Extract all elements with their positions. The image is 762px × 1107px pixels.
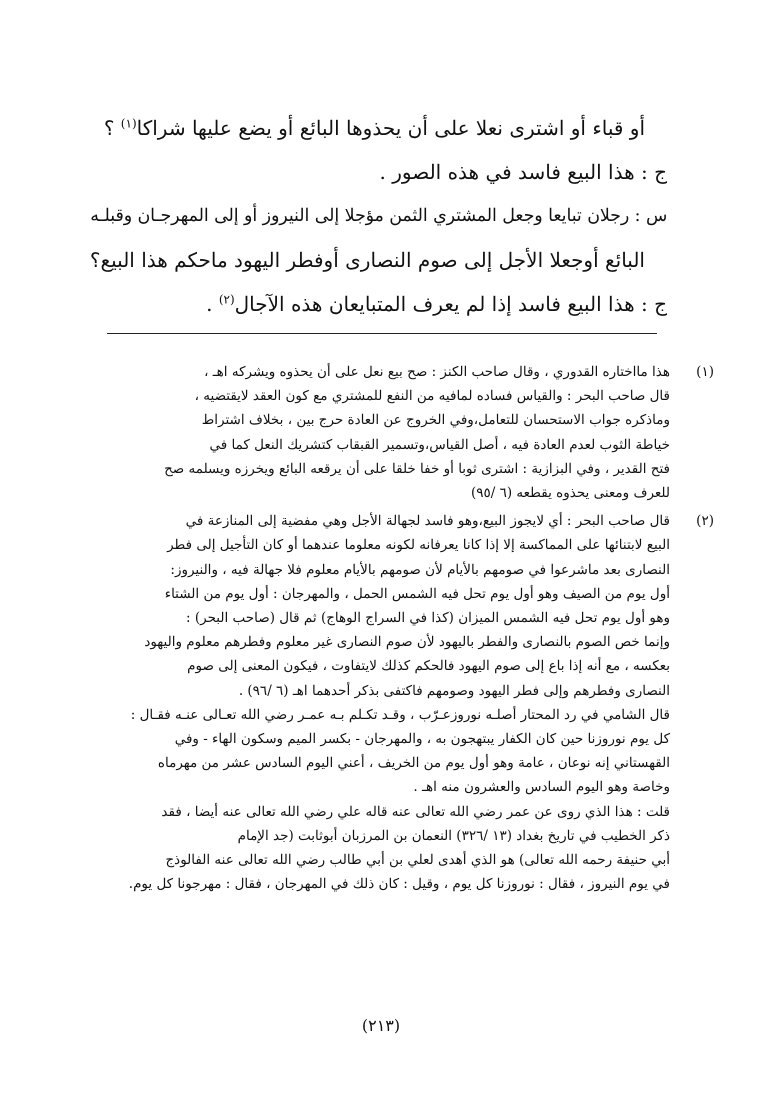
- footnote-divider: [107, 333, 657, 334]
- answer-text: ج : هذا البيع فاسد إذا لم يعرف المتبايعان هذه الآجال: [234, 292, 667, 316]
- footnote-line: أول يوم من الصيف وهو أول يوم تحل فيه الشمس الحمل ، والمهرجان : أول يوم من الشتاء: [164, 585, 670, 602]
- footnote-line: خياطة الثوب لعدم العادة فيه ، أصل القياس،وتسمير القبقاب كتشريك النعل كما في: [209, 436, 670, 453]
- question-line: البائع أوجعلا الأجل إلى صوم النصارى أوفطر اليهود ماحكم هذا البيع؟: [89, 248, 645, 272]
- question-text: أو قباء أو اشترى نعلا على أن يحذوها البائع أو يضع عليها شراكا: [136, 116, 645, 140]
- main-text: [87, 106, 667, 326]
- footnote-line: ذكر الخطيب في تاريخ بغداد (١٣ /٣٢٦) النعمان بن المرزبان أبوثابت (جد الإمام: [237, 827, 670, 844]
- footnote-line: هذا مااختاره القدوري ، وقال صاحب الكنز : صح بيع نعل على أن يحذوه ويشركه اهـ ،: [204, 364, 670, 380]
- footnote-number: (١): [696, 364, 714, 380]
- footnote: [90, 509, 714, 896]
- footnote-line: البيع لابتنائها على المماكسة إلا إذا كانا يعرفانه لكونه معلوما عندهما أو كان التأجيل إلى فطر: [167, 537, 670, 554]
- footnote-line: القهستاني إنه نوعان ، عامة وهو أول يوم من الخريف ، أعني اليوم السادس عشر من مهرماه: [157, 755, 670, 772]
- footnote-line: النصارى وفطرهم وإلى فطر اليهود وصومهم فاكتفى بذكر أحدهما اهـ (٦ /٩٦) .: [238, 682, 670, 699]
- footnote-reference: (١): [120, 116, 137, 131]
- footnote-line: وهو أول يوم تحل فيه الشمس الميزان (كذا في السراج الوهاج) ثم قال (صاحب البحر) :: [186, 610, 670, 627]
- footnote-line: قال الشامي في رد المحتار أصلـه نوروزعـرّب ، وقـد تكـلم بـه عمـر رضي الله تعـالى عنـه فقـال :: [130, 706, 670, 723]
- question-line: س : رجلان تبايعا وجعل المشتري الثمن مؤجلا إلى النيروز أو إلى المهرجـان وقبلـه: [90, 206, 667, 226]
- question-mark: ؟: [103, 116, 121, 140]
- answer-line: ج : هذا البيع فاسد في هذه الصور .: [379, 160, 667, 184]
- footnote-line: وخاصة وهو اليوم السادس والعشرون منه اهـ .: [413, 779, 670, 796]
- footnote-reference: (٢): [218, 292, 235, 307]
- footnote: [90, 360, 714, 505]
- footnote-line: وإنما خص الصوم بالنصارى والفطر باليهود لأن صوم النصارى غير معلوم وفطرهم معلوم واليهود: [144, 634, 670, 651]
- footnote-line: النصارى بعد ماشرعوا في صومهم بالأيام لأن صومهم بالأيام معلوم فلا جهالة فيه ، والنيروز:: [170, 561, 670, 578]
- footnote-line: قال صاحب البحر : أي لايجوز البيع،وهو فاسد لجهالة الأجل وهي مفضية إلى المنازعة في: [185, 513, 670, 530]
- question-line: [87, 106, 667, 150]
- footnote-line: بعكسه ، مع أنه إذا باع إلى صوم اليهود فالحكم كذلك لايتفاوت ، فيكون المعنى إلى صوم: [187, 658, 670, 675]
- footnote-line: وماذكره جواب الاستحسان للتعامل،وفي الخروج عن العادة حرج بين ، بخلاف اشتراط: [201, 412, 670, 429]
- footnote-line: للعرف ومعنى يحذوه يقطعه (٦ /٩٥): [470, 485, 670, 502]
- page-number: (٢١٣): [361, 1016, 401, 1035]
- footnote-line: قلت : هذا الذي روى عن عمر رضي الله تعالى عنه قاله علي رضي الله تعالى عنه أيضا ، فقد: [161, 803, 670, 820]
- footnotes: [90, 360, 714, 896]
- footnote-number: (٢): [696, 513, 714, 530]
- footnote-line: فتح القدير ، وفي البزازية : اشترى ثوبا أو خفا خلقا على أن يرقعه البائع ويخرزه ويسلمه صح: [164, 460, 670, 477]
- answer-line: [87, 282, 667, 326]
- answer-period: .: [206, 292, 219, 316]
- footnote-line: في يوم النيروز ، فقال : نوروزنا كل يوم ، وقيل : كان ذلك في المهرجان ، فقال : مهرجونا كل يوم.: [128, 876, 670, 893]
- footnote-line: كل يوم نوروزنا حين كان الكفار يبتهجون به ، والمهرجان - بكسر الميم وسكون الهاء - وفي: [174, 731, 670, 748]
- footnote-line: أبي حنيفة رحمه الله تعالى) هو الذي أهدى لعلي بن أبي طالب رضي الله تعالى عنه الفالوذج: [165, 852, 670, 869]
- footnote-line: قال صاحب البحر : والقياس فساده لمافيه من النفع للمشتري مع كون العقد لايقتضيه ،: [194, 388, 670, 405]
